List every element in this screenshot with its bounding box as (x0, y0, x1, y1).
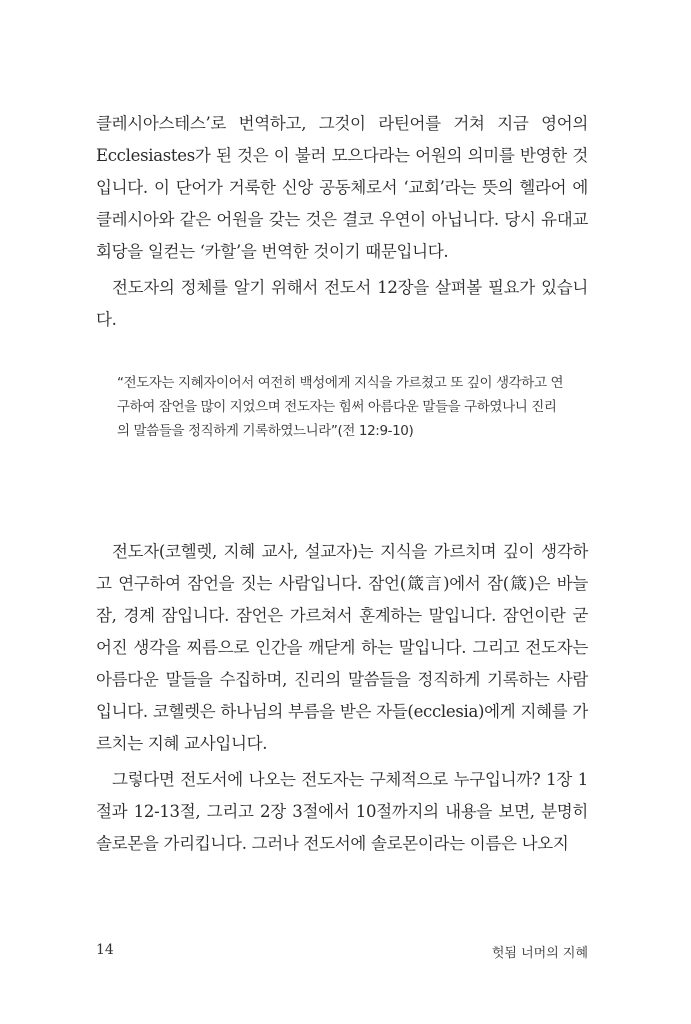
scripture-quote: “전도자는 지혜자이어서 여전히 백성에게 지식을 가르쳤고 또 깊이 생각하고 연구하여 잠언을 많이 지었으며 전도자는 힘써 아름다운 말들을 구하였나니 진리의 말씀들을 정직하게 기록하였느니라”(전 12:9-10) (117, 375, 564, 439)
body-paragraph: 전도자(코헬렛, 지혜 교사, 설교자)는 지식을 가르치며 깊이 생각하고 연구하여 잠언을 짓는 사람입니다. 잠언(箴言)에서 잠(箴)은 바늘 잠, 경계 잠입니다. 잠언은 가르쳐서 훈계하는 말입니다. 잠언이란 굳어진 생각을 찌름으로 인간을 깨닫게 하는 말입니다. 그리고 전도자는 아름다운 말들을 수집하며, 진리의 말씀들을 정직하게 기록하는 사람입니다. 코헬렛은 하나님의 부름을 받은 자들(ecclesia)에게 지혜를 가르치는 지혜 교사입니다. (96, 542, 588, 753)
page-number: 14 (96, 942, 114, 958)
body-paragraph: 클레시아스테스’로 번역하고, 그것이 라틴어를 거쳐 지금 영어의 Ecclesiastes가 된 것은 이 불러 모으다라는 어원의 의미를 반영한 것입니다. 이 단어가 거룩한 신앙 공동체로서 ‘교회’라는 뜻의 헬라어 에클레시아와 같은 어원을 갖는 것은 결코 우연이 아닙니다. 당시 유대교 회당을 일컫는 ‘카할’을 번역한 것이기 때문입니다. (96, 114, 588, 261)
running-title: 헛됨 너머의 지혜 (491, 946, 588, 961)
body-paragraph: 그렇다면 전도서에 나오는 전도자는 구체적으로 누구입니까? 1장 1절과 12-13절, 그리고 2장 3절에서 10절까지의 내용을 보면, 분명히 솔로몬을 가리킵니다. 그러나 전도서에 솔로몬이라는 이름은 나오지 (96, 770, 588, 853)
body-paragraph: 전도자의 정체를 알기 위해서 전도서 12장을 살펴볼 필요가 있습니다. (96, 278, 588, 329)
